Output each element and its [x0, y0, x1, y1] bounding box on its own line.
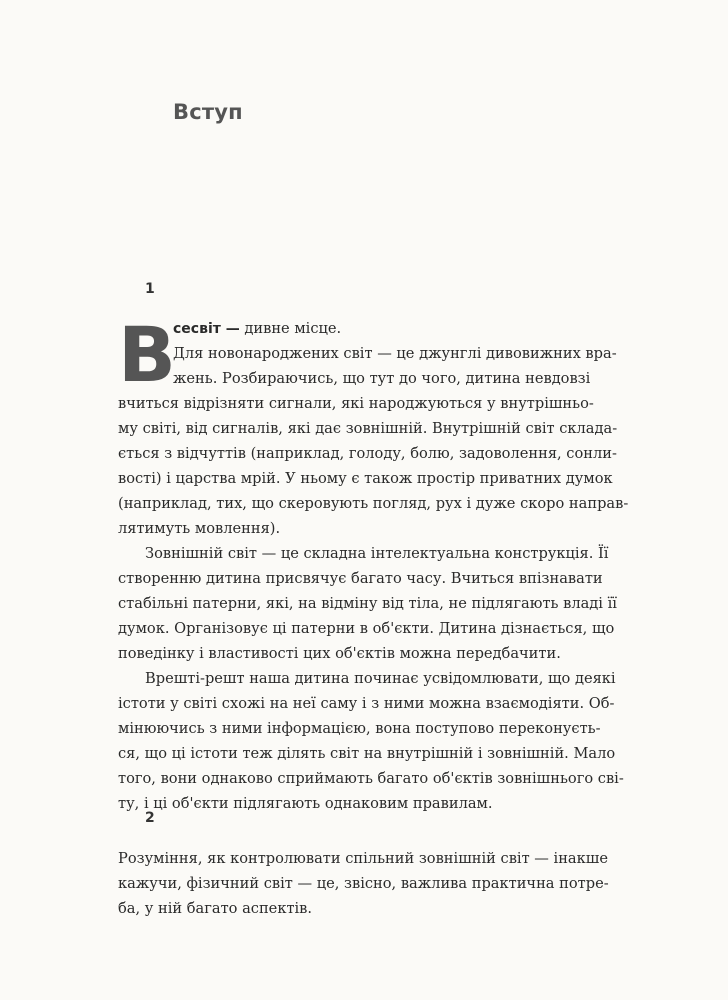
- text-line: му світі, від сигналів, які дає зовнішній. Внутрішній світ склада-: [118, 420, 618, 437]
- text-line: (наприклад, тих, що скеровують погляд, рух і дуже скоро направ-: [118, 495, 629, 512]
- text-line: сесвіт — дивне місце.: [173, 320, 342, 337]
- text-line: Зовнішній світ — це складна інтелектуальна конструкція. Її: [145, 545, 609, 562]
- text-line: Розуміння, як контролювати спільний зовнішній світ — інакше: [118, 850, 608, 867]
- lead-word: сесвіт —: [173, 321, 240, 337]
- text-line: Для новонароджених світ — це джунглі дивовижних вра-: [173, 345, 617, 362]
- text-line: стабільні патерни, які, на відміну від тіла, не підлягають владі її: [118, 595, 617, 612]
- text-line: Врешті-решт наша дитина починає усвідомлювати, що деякі: [145, 670, 616, 687]
- text-line: того, вони однаково сприймають багато об'єктів зовнішнього сві-: [118, 770, 624, 787]
- drop-cap-letter: В: [118, 310, 176, 399]
- text-line: вості) і царства мрій. У ньому є також простір приватних думок: [118, 470, 613, 487]
- text-line: мінюючись з ними інформацією, вона поступово переконуєть-: [118, 720, 601, 737]
- section-number-1: 1: [145, 281, 155, 297]
- text-line: істоти у світі схожі на неї саму і з ними можна взаємодіяти. Об-: [118, 695, 615, 712]
- text-line: ється з відчуттів (наприклад, голоду, болю, задоволення, сонли-: [118, 445, 617, 462]
- text-line: ся, що ці істоти теж ділять світ на внутрішній і зовнішній. Мало: [118, 745, 616, 762]
- text-line: вчиться відрізняти сигнали, які народжуються у внутрішньо-: [118, 395, 594, 412]
- text-line: ба, у ній багато аспектів.: [118, 900, 313, 917]
- text-line: створенню дитина присвячує багато часу. Вчиться впізнавати: [118, 570, 603, 587]
- text-line: ту, і ці об'єкти підлягають однаковим правилам.: [118, 795, 493, 812]
- text-line: думок. Організовує ці патерни в об'єкти. Дитина дізнається, що: [118, 620, 615, 637]
- text-line: кажучи, фізичний світ — це, звісно, важлива практична потре-: [118, 875, 609, 892]
- text-line: лятимуть мовлення).: [118, 520, 281, 537]
- text-line: поведінку і властивості цих об'єктів можна передбачити.: [118, 645, 561, 662]
- chapter-title: Вступ: [173, 100, 243, 124]
- text-line: жень. Розбираючись, що тут до чого, дитина невдовзі: [173, 370, 591, 387]
- section-number-2: 2: [145, 810, 155, 826]
